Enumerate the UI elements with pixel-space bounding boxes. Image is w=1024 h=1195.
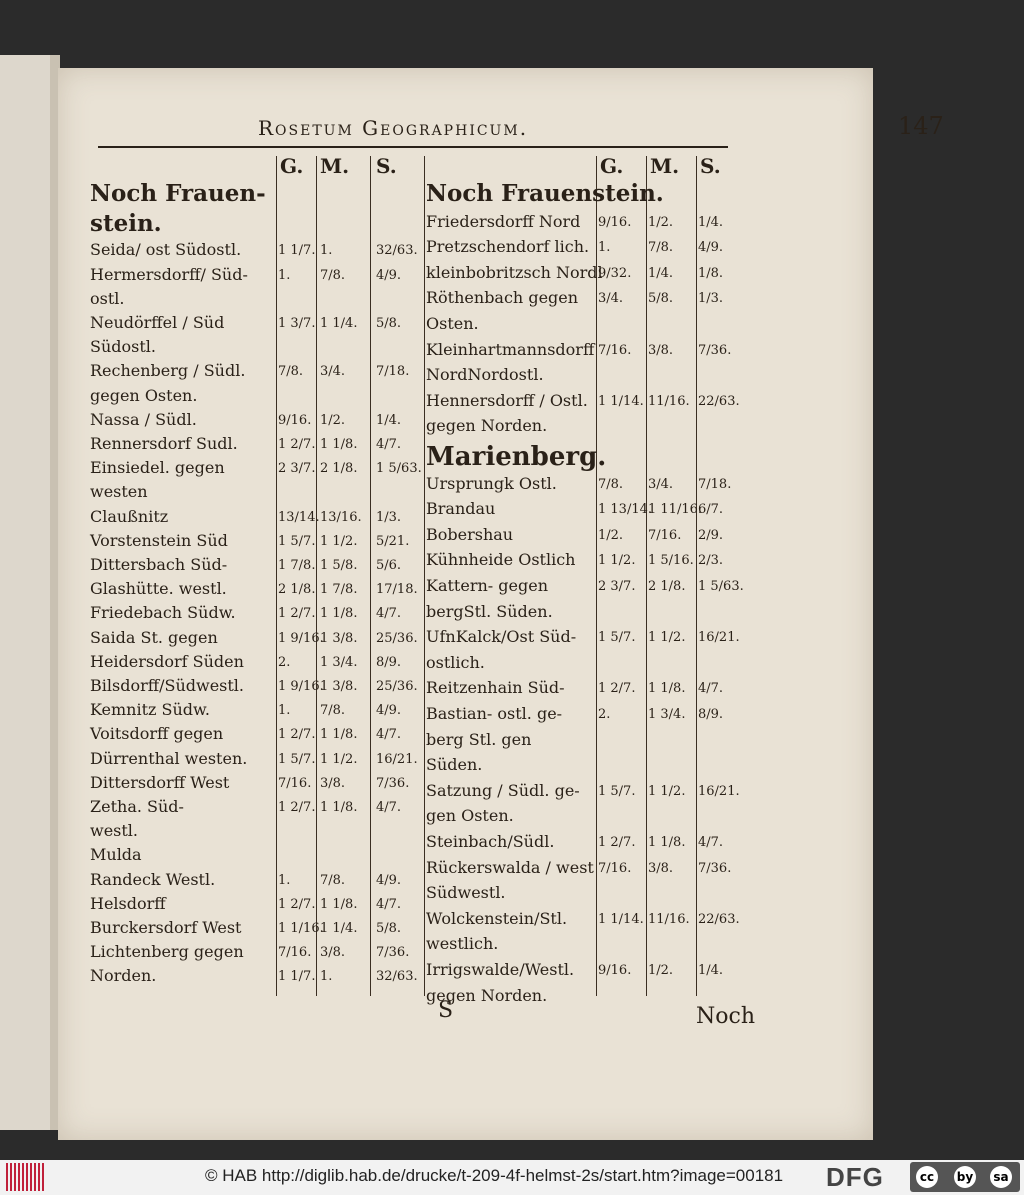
value-g: 1 7/8.	[278, 558, 316, 573]
value-m: 1 5/16.	[648, 553, 694, 569]
value-s: 4/9.	[376, 703, 402, 719]
value-g: 1 1/2.	[598, 553, 636, 569]
value-g: 1 2/7.	[598, 835, 636, 850]
place-name: ostlich.	[426, 652, 485, 672]
value-s: 4/7.	[698, 835, 724, 850]
value-s: 4/9.	[376, 267, 402, 283]
value-g: 1 5/7.	[598, 630, 636, 646]
value-g: 1 1/14.	[598, 393, 644, 409]
value-m: 1 1/2.	[648, 783, 686, 799]
value-m: 1 3/4.	[648, 707, 686, 722]
value-g: 9/16.	[598, 963, 632, 978]
value-s: 5/8.	[376, 921, 402, 936]
value-g: 2 3/7.	[598, 579, 636, 594]
value-g: 13/14.	[278, 509, 320, 525]
value-s: 1/3.	[698, 291, 724, 307]
value-m: 11/16.	[648, 911, 690, 927]
value-s: 5/8.	[376, 316, 402, 331]
place-name: Rennersdorf Sudl.	[90, 434, 238, 453]
value-m: 1 1/8.	[320, 800, 358, 815]
place-name: Einsiedel. gegen	[90, 458, 225, 478]
value-g: 1 5/7.	[598, 783, 636, 799]
place-name: Südostl.	[90, 337, 156, 357]
value-g: 1 1/14.	[598, 911, 644, 927]
value-g: 1 2/7.	[278, 727, 316, 743]
by-icon: by	[954, 1166, 976, 1188]
value-s: 1/4.	[698, 963, 724, 978]
value-m: 1.	[320, 243, 333, 259]
value-g: 1 1/7.	[278, 969, 316, 985]
value-m: 1 1/8.	[320, 727, 358, 743]
place-name: bergStl. Süden.	[426, 601, 553, 621]
value-m: 1 7/8.	[320, 582, 358, 598]
place-name: Kühnheide Ostlich	[426, 550, 576, 570]
place-name: Norden.	[90, 966, 157, 986]
value-m: 7/16.	[648, 527, 682, 543]
value-s: 4/7.	[376, 437, 402, 452]
column-rule	[276, 156, 277, 996]
value-s: 4/7.	[376, 800, 402, 815]
value-s: 7/18.	[376, 364, 410, 380]
value-s: 1 5/63.	[376, 461, 422, 477]
value-m: 1 1/2.	[648, 630, 686, 646]
catchword: Noch	[696, 1004, 755, 1029]
value-g: 1.	[598, 240, 611, 256]
cc-icon: cc	[916, 1166, 938, 1188]
col-head-left-m: M.	[320, 154, 350, 178]
place-name: NordNordostl.	[426, 365, 544, 385]
col-head-right-s: S.	[700, 154, 721, 178]
value-g: 1 2/7.	[598, 681, 636, 697]
value-s: 16/21.	[698, 783, 740, 799]
place-name: westen	[90, 482, 148, 502]
value-s: 7/36.	[376, 945, 410, 961]
place-name: Bilsdorff/Südwestl.	[90, 676, 244, 695]
place-name: westlich.	[426, 934, 499, 954]
value-g: 7/16.	[598, 342, 632, 358]
value-g: 1 2/7.	[278, 437, 316, 452]
value-m: 1 1/8.	[320, 437, 358, 452]
book-page	[58, 68, 944, 1140]
value-m: 1 1/4.	[320, 921, 358, 936]
value-m: 1 1/8.	[320, 896, 358, 912]
place-name: Bastian- ostl. ge-	[426, 704, 563, 723]
value-g: 1 3/7.	[278, 316, 316, 331]
value-g: 9/16.	[278, 412, 312, 428]
value-g: 7/8.	[598, 476, 624, 492]
place-name: Röthenbach gegen	[426, 288, 579, 308]
column-rule	[646, 156, 647, 996]
value-g: 1 2/7.	[278, 896, 316, 912]
value-m: 1 3/8.	[320, 679, 358, 694]
value-m: 1 1/4.	[320, 316, 358, 331]
column-rule	[370, 156, 371, 996]
place-name: Irrigswalde/Westl.	[426, 960, 575, 979]
place-name: Satzung / Südl. ge-	[426, 780, 580, 800]
value-m: 7/8.	[320, 872, 346, 888]
value-s: 5/21.	[376, 533, 410, 549]
place-name: Saida St. gegen	[90, 627, 218, 647]
value-s: 1/4.	[698, 214, 724, 230]
value-g: 7/16.	[278, 775, 312, 791]
value-s: 25/36.	[376, 679, 418, 694]
value-s: 4/7.	[376, 606, 402, 622]
value-m: 1 11/16.	[648, 502, 702, 518]
value-g: 7/16.	[598, 860, 632, 876]
place-name: Hermersdorff/ Süd-	[90, 264, 248, 284]
value-g: 2 1/8.	[278, 582, 316, 598]
place-name: Friedebach Südw.	[90, 603, 236, 623]
value-m: 2 1/8.	[320, 461, 358, 477]
col-head-right-g: G.	[600, 154, 624, 178]
value-m: 1/2.	[648, 963, 674, 978]
running-header	[258, 112, 944, 146]
place-name: Reitzenhain Süd-	[426, 678, 565, 698]
place-name: kleinbobritzsch Nordl	[426, 262, 603, 282]
value-m: 3/8.	[320, 945, 346, 961]
value-s: 4/7.	[376, 727, 402, 743]
value-m: 1 1/2.	[320, 751, 358, 767]
dfg-logo[interactable]: DFG	[826, 1162, 884, 1192]
place-name: Neudörffel / Süd	[90, 313, 225, 332]
place-name: Brandau	[426, 499, 496, 519]
place-name: gegen Norden.	[426, 416, 548, 436]
place-name: Hennersdorff / Ostl.	[426, 390, 588, 410]
value-g: 1 2/7.	[278, 606, 316, 622]
value-g: 9/16.	[598, 214, 632, 230]
place-name: Glashütte. westl.	[90, 579, 227, 599]
place-name: Dürrenthal westen.	[90, 748, 248, 768]
cc-license-badge[interactable]	[910, 1162, 1020, 1192]
place-name: gegen Norden.	[426, 985, 548, 1005]
value-m: 7/8.	[320, 267, 346, 283]
place-name: Lichtenberg gegen	[90, 942, 244, 962]
value-g: 1 9/16.	[278, 679, 324, 694]
column-rule	[316, 156, 317, 996]
place-name: Marienberg.	[426, 442, 607, 472]
place-name: gegen Osten.	[90, 385, 198, 405]
place-name: Pretzschendorf lich.	[426, 237, 590, 257]
value-m: 3/8.	[648, 342, 674, 358]
value-m: 3/4.	[648, 476, 674, 492]
value-s: 4/7.	[376, 896, 402, 912]
value-m: 1 1/2.	[320, 533, 358, 549]
value-m: 11/16.	[648, 393, 690, 409]
column-rule	[596, 156, 597, 996]
value-g: 1 1/16.	[278, 921, 324, 936]
value-s: 22/63.	[698, 911, 740, 927]
value-s: 7/36.	[698, 860, 732, 876]
value-g: 1 1/7.	[278, 243, 316, 259]
value-g: 1 13/14.	[598, 502, 652, 518]
value-g: 9/32.	[598, 265, 632, 281]
viewer-footer	[0, 1160, 1024, 1195]
value-m: 1 5/8.	[320, 558, 358, 573]
value-g: 2.	[598, 707, 611, 722]
value-m: 1 3/4.	[320, 654, 358, 670]
value-s: 16/21.	[698, 630, 740, 646]
place-name: Noch Frauen-	[90, 180, 266, 207]
col-head-left-g: G.	[280, 154, 304, 178]
value-m: 3/8.	[320, 775, 346, 791]
value-s: 16/21.	[376, 751, 418, 767]
value-m: 1 1/8.	[320, 606, 358, 622]
col-head-left-s: S.	[376, 154, 397, 178]
value-m: 1 1/8.	[648, 681, 686, 697]
value-s: 2/9.	[698, 527, 724, 543]
value-g: 1 9/16.	[278, 630, 324, 646]
column-rule	[424, 156, 425, 996]
value-s: 32/63.	[376, 969, 418, 985]
place-name: Claußnitz	[90, 506, 169, 526]
value-s: 8/9.	[698, 707, 724, 722]
place-name: Wolckenstein/Stl.	[426, 908, 568, 928]
header-title: Rosetum Geographicum.	[258, 116, 529, 140]
place-name: Kemnitz Südw.	[90, 700, 210, 720]
value-g: 1 2/7.	[278, 800, 316, 815]
value-s: 7/36.	[698, 342, 732, 358]
value-g: 1.	[278, 267, 291, 283]
place-name: Ursprungk Ostl.	[426, 473, 557, 493]
place-name: berg Stl. gen	[426, 729, 532, 749]
place-name: Heidersdorf Süden	[90, 651, 244, 671]
copyright-link[interactable]: © HAB http://diglib.hab.de/drucke/t-209-4f-helmst-2s/start.htm?image=00181	[205, 1166, 784, 1185]
place-name: Seida/ ost Südostl.	[90, 240, 242, 260]
value-s: 17/18.	[376, 582, 418, 598]
place-name: UfnKalck/Ost Süd-	[426, 627, 577, 647]
value-s: 4/9.	[376, 872, 402, 888]
place-name: stein.	[90, 210, 162, 238]
place-name: Helsdorff	[90, 893, 166, 913]
place-name: Noch Frauenstein.	[426, 180, 664, 207]
value-m: 7/8.	[320, 703, 346, 719]
value-s: 1/4.	[376, 412, 402, 428]
value-s: 2/3.	[698, 553, 724, 569]
value-g: 7/16.	[278, 945, 312, 961]
value-g: 1/2.	[598, 527, 624, 543]
place-name: gen Osten.	[426, 806, 514, 826]
place-name: westl.	[90, 821, 139, 841]
col-head-right-m: M.	[650, 154, 680, 178]
value-s: 1/8.	[698, 265, 724, 281]
value-g: 2.	[278, 654, 291, 670]
place-name: Burckersdorf West	[90, 918, 242, 937]
place-name: Dittersdorff West	[90, 772, 230, 792]
value-m: 3/8.	[648, 860, 674, 876]
value-g: 1.	[278, 872, 291, 888]
value-s: 4/9.	[698, 240, 724, 256]
place-name: Osten.	[426, 314, 479, 333]
place-name: Mulda	[90, 845, 142, 865]
value-m: 7/8.	[648, 240, 674, 256]
value-m: 2 1/8.	[648, 579, 686, 594]
value-s: 22/63.	[698, 393, 740, 409]
value-g: 1 5/7.	[278, 751, 316, 767]
value-m: 1 3/8.	[320, 630, 358, 646]
header-rule	[98, 146, 728, 148]
value-s: 1/3.	[376, 509, 402, 525]
place-name: Dittersbach Süd-	[90, 555, 228, 574]
page-number: 147	[898, 112, 944, 140]
place-name: Kattern- gegen	[426, 576, 548, 595]
sa-icon: sa	[990, 1166, 1012, 1188]
place-name: Friedersdorff Nord	[426, 211, 581, 231]
place-name: Zetha. Süd-	[90, 797, 184, 816]
value-m: 1/2.	[648, 214, 674, 230]
place-name: Nassa / Südl.	[90, 409, 197, 429]
value-m: 5/8.	[648, 291, 674, 307]
value-g: 2 3/7.	[278, 461, 316, 477]
place-name: Südwestl.	[426, 883, 506, 903]
place-name: Randeck Westl.	[90, 869, 216, 889]
value-s: 6/7.	[698, 502, 724, 518]
place-name: Steinbach/Südl.	[426, 832, 555, 851]
place-name: Bobershau	[426, 524, 514, 544]
value-g: 3/4.	[598, 291, 624, 307]
place-name: Rückerswalda / west	[426, 857, 594, 877]
value-m: 1.	[320, 969, 333, 985]
value-s: 32/63.	[376, 243, 418, 259]
place-name: Süden.	[426, 755, 483, 775]
place-name: Rechenberg / Südl.	[90, 361, 246, 381]
place-name: ostl.	[90, 288, 125, 308]
value-s: 8/9.	[376, 654, 402, 670]
hab-logo[interactable]	[6, 1163, 46, 1191]
value-g: 1 5/7.	[278, 533, 316, 549]
value-s: 4/7.	[698, 681, 724, 697]
place-name: Kleinhartmannsdorff	[426, 339, 595, 359]
place-name: Vorstenstein Süd	[90, 530, 228, 550]
value-m: 13/16.	[320, 509, 362, 525]
value-s: 7/36.	[376, 775, 410, 791]
value-g: 7/8.	[278, 364, 304, 380]
value-s: 25/36.	[376, 630, 418, 646]
value-g: 1.	[278, 703, 291, 719]
signature-mark: S	[438, 998, 454, 1023]
value-s: 7/18.	[698, 476, 732, 492]
value-m: 1/4.	[648, 265, 674, 281]
value-s: 1 5/63.	[698, 579, 744, 594]
value-m: 1/2.	[320, 412, 346, 428]
value-m: 1 1/8.	[648, 835, 686, 850]
column-rule	[696, 156, 697, 996]
value-s: 5/6.	[376, 558, 402, 573]
place-name: Voitsdorff gegen	[90, 724, 224, 744]
value-m: 3/4.	[320, 364, 346, 380]
